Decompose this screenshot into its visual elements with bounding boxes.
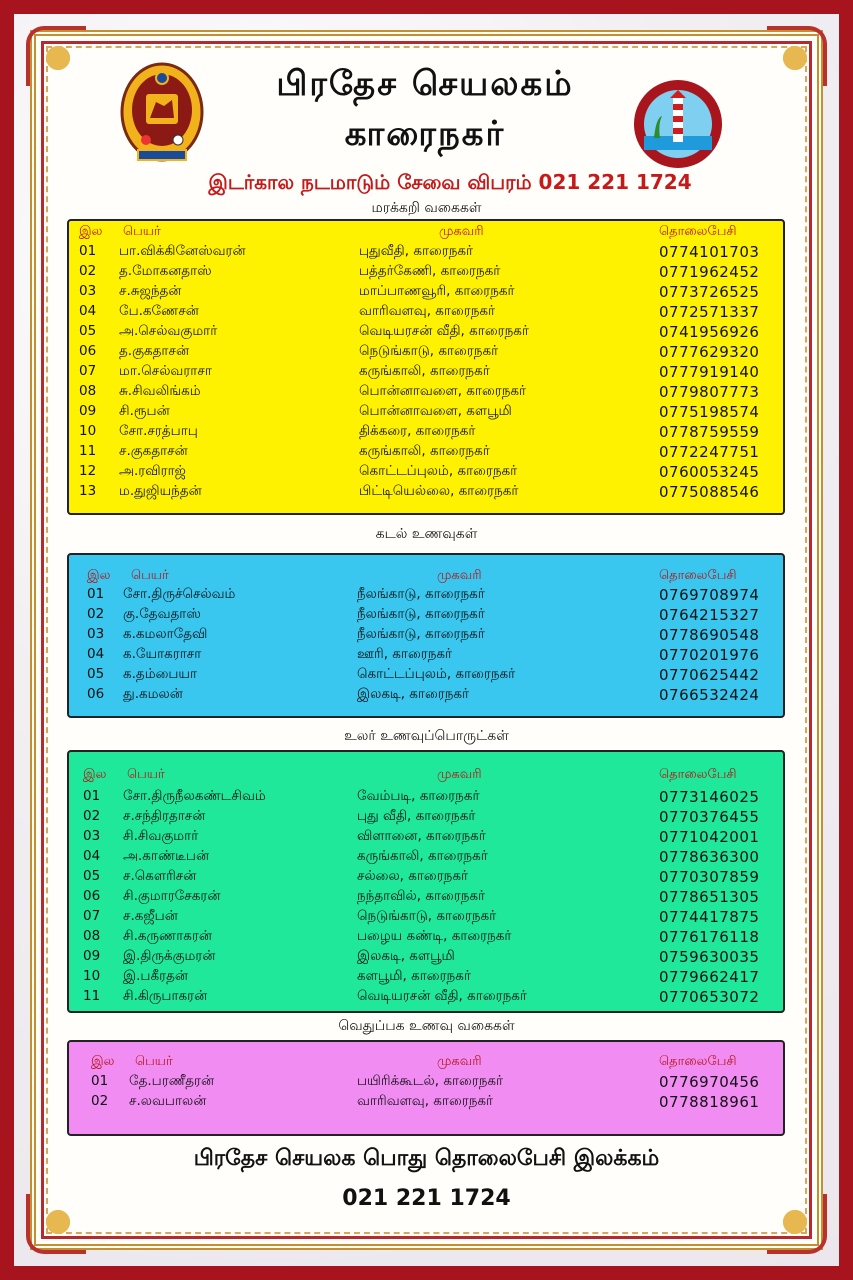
row-phone: 0769708974: [659, 586, 760, 604]
table-row: [69, 323, 783, 343]
row-address: பயிரிக்கூடல், காரைநகர்: [357, 1073, 504, 1089]
row-no: 06: [87, 686, 105, 702]
row-phone: 0779807773: [659, 383, 760, 401]
row-address: கருங்காலி, காரைநகர்: [357, 848, 488, 864]
row-address: நீலங்காடு, காரைநகர்: [357, 586, 485, 602]
table-row: [69, 243, 783, 263]
row-address: கருங்காலி, காரைநகர்: [359, 363, 490, 379]
row-address: கொட்டப்புலம், காரைநகர்: [357, 666, 516, 682]
row-name: சு.சிவலிங்கம்: [119, 383, 201, 399]
row-name: த.குகதாசன்: [119, 343, 190, 359]
row-no: 13: [79, 483, 97, 499]
row-address: நெடுங்காடு, காரைநகர்: [359, 343, 499, 359]
section-box-bakery: [67, 1040, 785, 1136]
table-row: [69, 606, 783, 626]
row-address: விளானை, காரைநகர்: [357, 828, 486, 844]
row-phone: 0778759559: [659, 423, 760, 441]
row-no: 02: [83, 808, 101, 824]
row-address: ஊரி, காரைநகர்: [357, 646, 453, 662]
row-no: 10: [83, 968, 101, 984]
row-phone: 0770201976: [659, 646, 760, 664]
table-row: [69, 283, 783, 303]
table-row: [69, 788, 783, 808]
row-phone: 0771042001: [659, 828, 760, 846]
row-address: பொன்னாவளை, களபூமி: [359, 403, 512, 419]
table-row: [69, 908, 783, 928]
row-no: 04: [79, 303, 97, 319]
row-no: 05: [83, 868, 101, 884]
row-address: கருங்காலி, காரைநகர்: [359, 443, 490, 459]
row-name: சோ.திருநீலகண்டசிவம்: [123, 788, 266, 804]
header-phone: தொலைபேசி: [659, 1054, 737, 1069]
row-phone: 0770653072: [659, 988, 760, 1006]
row-address: பத்தர்கேணி, காரைநகர்: [359, 263, 501, 279]
header-phone: தொலைபேசி: [659, 224, 737, 239]
row-phone: 0741956926: [659, 323, 760, 341]
row-no: 01: [83, 788, 101, 804]
row-no: 03: [87, 626, 105, 642]
row-no: 05: [79, 323, 97, 339]
row-phone: 0773726525: [659, 283, 760, 301]
row-no: 08: [79, 383, 97, 399]
table-row: [69, 666, 783, 686]
row-address: மாப்பாணவூரி, காரைநகர்: [359, 283, 515, 299]
header-name: பெயர்: [131, 568, 169, 583]
row-name: அ.ரவிராஜ்: [119, 463, 186, 479]
row-address: வெடியரசன் வீதி, காரைநகர்: [359, 323, 529, 339]
row-no: 01: [91, 1073, 109, 1089]
row-no: 07: [83, 908, 101, 924]
row-address: பொன்னாவளை, காரைநகர்: [359, 383, 527, 399]
row-name: தே.பரணீதரன்: [129, 1073, 215, 1089]
row-address: கொட்டப்புலம், காரைநகர்: [359, 463, 518, 479]
section-box-seafood: [67, 553, 785, 718]
table-row: [69, 586, 783, 606]
table-row: [69, 263, 783, 283]
column-header-row: [69, 568, 783, 588]
row-phone: 0778651305: [659, 888, 760, 906]
row-phone: 0776970456: [659, 1073, 760, 1091]
row-phone: 0777919140: [659, 363, 760, 381]
row-no: 04: [87, 646, 105, 662]
row-phone: 0779662417: [659, 968, 760, 986]
header-address: முகவரி: [439, 224, 484, 239]
section-title-bakery: வெதுப்பக உணவு வகைகள்: [338, 1018, 515, 1034]
place-title: காரைநகர்: [344, 114, 506, 154]
office-title: பிரதேச செயலகம்: [276, 64, 574, 104]
row-phone: 0760053245: [659, 463, 760, 481]
row-phone: 0776176118: [659, 928, 760, 946]
row-phone: 0770625442: [659, 666, 760, 684]
row-address: பிட்டியெல்லை, காரைநகர்: [359, 483, 519, 499]
table-row: [69, 646, 783, 666]
row-address: நீலங்காடு, காரைநகர்: [357, 626, 485, 642]
row-no: 11: [79, 443, 97, 459]
row-address: வேம்படி, காரைநகர்: [357, 788, 480, 804]
column-header-row: [69, 224, 783, 244]
row-phone: 0774101703: [659, 243, 760, 261]
row-no: 09: [79, 403, 97, 419]
row-no: 02: [79, 263, 97, 279]
row-name: ச.லவபாலன்: [129, 1093, 207, 1109]
table-row: [69, 463, 783, 483]
row-address: திக்கரை, காரைநகர்: [359, 423, 476, 439]
table-row: [69, 1073, 783, 1093]
row-phone: 0778818961: [659, 1093, 760, 1111]
row-name: சோ.திருச்செல்வம்: [123, 586, 236, 602]
row-address: நீலங்காடு, காரைநகர்: [357, 606, 485, 622]
row-no: 06: [79, 343, 97, 359]
row-address: வெடியரசன் வீதி, காரைநகர்: [357, 988, 527, 1004]
section-box-dry-goods: [67, 750, 785, 1013]
row-name: து.கமலன்: [123, 686, 183, 702]
row-no: 01: [79, 243, 97, 259]
row-phone: 0778636300: [659, 848, 760, 866]
table-row: [69, 948, 783, 968]
header-address: முகவரி: [437, 1054, 482, 1069]
row-no: 04: [83, 848, 101, 864]
row-phone: 0766532424: [659, 686, 760, 704]
row-address: நெடுங்காடு, காரைநகர்: [357, 908, 497, 924]
row-name: ம.துஜியந்தன்: [119, 483, 202, 499]
table-row: [69, 928, 783, 948]
row-no: 08: [83, 928, 101, 944]
row-name: சோ.சரத்பாபு: [119, 423, 198, 439]
row-address: களபூமி, காரைநகர்: [357, 968, 471, 984]
row-name: பே.கணேசன்: [119, 303, 199, 319]
row-address: வாரிவளவு, காரைநகர்: [359, 303, 496, 319]
table-row: [69, 868, 783, 888]
row-no: 06: [83, 888, 101, 904]
row-name: ச.சுஜந்தன்: [119, 283, 182, 299]
header-no: இல: [91, 1054, 115, 1069]
corner-ornament: [767, 26, 827, 86]
row-phone: 0770376455: [659, 808, 760, 826]
row-phone: 0778690548: [659, 626, 760, 644]
row-no: 02: [91, 1093, 109, 1109]
row-name: இ.பகீரதன்: [123, 968, 188, 984]
table-row: [69, 968, 783, 988]
table-row: [69, 828, 783, 848]
row-phone: 0775198574: [659, 403, 760, 421]
header-name: பெயர்: [127, 767, 165, 782]
table-row: [69, 848, 783, 868]
table-row: [69, 343, 783, 363]
row-name: பா.விக்கினேஸ்வரன்: [119, 243, 246, 259]
row-phone: 0772247751: [659, 443, 760, 461]
header-name: பெயர்: [123, 224, 161, 239]
table-row: [69, 888, 783, 908]
row-name: ச.குகதாசன்: [119, 443, 188, 459]
sri-lanka-emblem-icon: [116, 60, 208, 170]
row-name: க.யோகராசா: [123, 646, 202, 662]
table-row: [69, 403, 783, 423]
section-title-dry-goods: உலர் உணவுப்பொருட்கள்: [344, 728, 509, 744]
row-address: பழைய கண்டி, காரைநகர்: [357, 928, 512, 944]
header-no: இல: [87, 568, 111, 583]
row-address: வாரிவளவு, காரைநகர்: [357, 1093, 494, 1109]
header-no: இல: [79, 224, 103, 239]
row-address: நந்தாவில், காரைநகர்: [357, 888, 486, 904]
row-no: 03: [83, 828, 101, 844]
row-phone: 0772571337: [659, 303, 760, 321]
section-title-vegetables: மரக்கறி வகைகள்: [371, 200, 482, 216]
table-row: [69, 303, 783, 323]
row-name: இ.திருக்குமரன்: [123, 948, 216, 964]
header-address: முகவரி: [437, 568, 482, 583]
footer-label: பிரதேச செயலக பொது தொலைபேசி இலக்கம்: [193, 1146, 660, 1171]
table-row: [69, 423, 783, 443]
header-phone: தொலைபேசி: [659, 767, 737, 782]
row-address: இலகடி, காரைநகர்: [357, 686, 470, 702]
row-name: அ.காண்டீபன்: [123, 848, 210, 864]
table-row: [69, 383, 783, 403]
column-header-row: [69, 1054, 783, 1074]
row-name: மா.செல்வராசா: [119, 363, 212, 379]
table-row: [69, 443, 783, 463]
row-phone: 0770307859: [659, 868, 760, 886]
corner-ornament: [26, 26, 86, 86]
row-name: சி.ரூபன்: [119, 403, 170, 419]
row-phone: 0759630035: [659, 948, 760, 966]
service-subtitle: இடர்கால நடமாடும் சேவை விபரம் 021 221 1724: [208, 170, 692, 194]
row-no: 05: [87, 666, 105, 682]
row-name: சி.கருணாகரன்: [123, 928, 212, 944]
table-row: [69, 1093, 783, 1113]
row-name: க.கமலாதேவி: [123, 626, 208, 642]
row-phone: 0777629320: [659, 343, 760, 361]
row-name: த.மோகனதாஸ்: [119, 263, 212, 279]
row-name: சி.கிருபாகரன்: [123, 988, 208, 1004]
row-name: ச.சந்திரதாசன்: [123, 808, 206, 824]
row-no: 09: [83, 948, 101, 964]
section-box-vegetables: [67, 219, 785, 515]
row-phone: 0775088546: [659, 483, 760, 501]
row-name: சி.சிவகுமார்: [123, 828, 199, 844]
row-no: 11: [83, 988, 101, 1004]
row-address: புதுவீதி, காரைநகர்: [359, 243, 474, 259]
row-name: ச.கஜீபன்: [123, 908, 178, 924]
row-name: சி.குமாரசேகரன்: [123, 888, 221, 904]
row-name: க.தம்பையா: [123, 666, 198, 682]
table-row: [69, 686, 783, 706]
table-row: [69, 808, 783, 828]
row-no: 10: [79, 423, 97, 439]
row-name: கு.தேவதாஸ்: [123, 606, 201, 622]
row-address: புது வீதி, காரைநகர்: [357, 808, 476, 824]
row-no: 01: [87, 586, 105, 602]
section-title-seafood: கடல் உணவுகள்: [375, 526, 478, 542]
table-row: [69, 363, 783, 383]
row-no: 12: [79, 463, 97, 479]
header-no: இல: [83, 767, 107, 782]
table-row: [69, 988, 783, 1008]
row-phone: 0773146025: [659, 788, 760, 806]
row-name: அ.செல்வகுமார்: [119, 323, 218, 339]
row-no: 07: [79, 363, 97, 379]
row-no: 02: [87, 606, 105, 622]
header-address: முகவரி: [437, 767, 482, 782]
header-name: பெயர்: [135, 1054, 173, 1069]
table-row: [69, 626, 783, 646]
row-no: 03: [79, 283, 97, 299]
table-row: [69, 483, 783, 503]
row-phone: 0774417875: [659, 908, 760, 926]
row-name: ச.கௌரிசன்: [123, 868, 197, 884]
row-address: இலகடி, களபூமி: [357, 948, 455, 964]
header-phone: தொலைபேசி: [659, 568, 737, 583]
row-phone: 0771962452: [659, 263, 760, 281]
row-address: சல்லை, காரைநகர்: [357, 868, 469, 884]
row-phone: 0764215327: [659, 606, 760, 624]
footer-phone: 021 221 1724: [342, 1186, 511, 1211]
column-header-row: [69, 767, 783, 787]
